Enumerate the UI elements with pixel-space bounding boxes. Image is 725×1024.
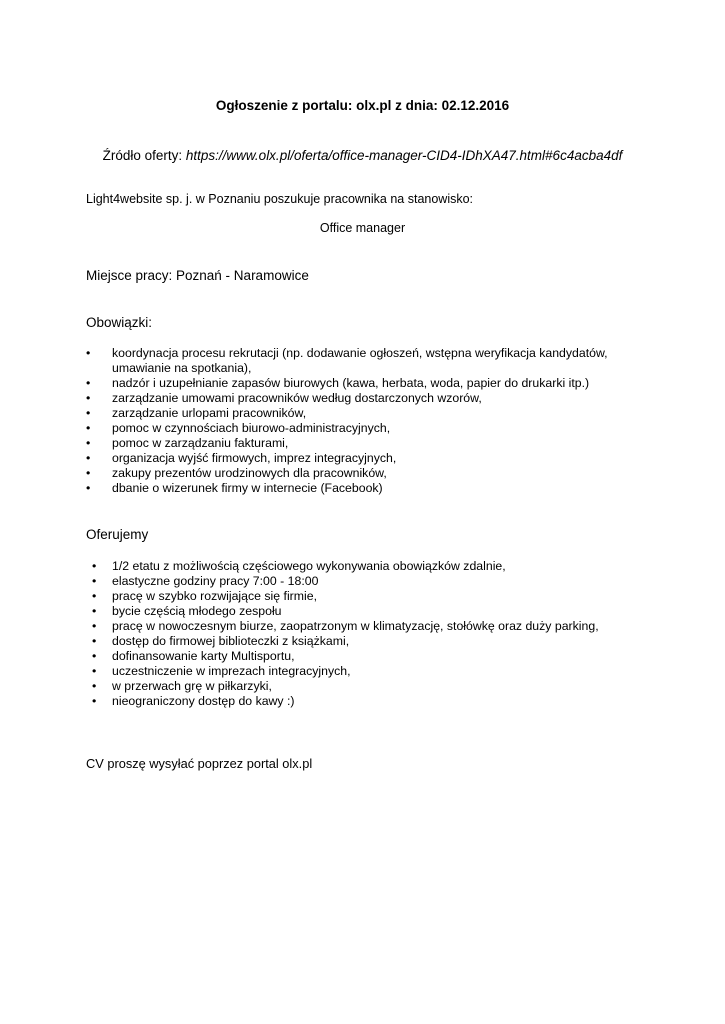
document-title: Ogłoszenie z portalu: olx.pl z dnia: 02.12.2016 <box>215 98 510 113</box>
offers-heading: Oferujemy <box>86 527 149 542</box>
bullet-icon: • <box>86 466 91 480</box>
list-item: • nadzór i uzupełnianie zapasów biurowych (kawa, herbata, woda, papier do drukarki itp.) <box>86 376 590 390</box>
list-item: • elastyczne godziny pracy 7:00 - 18:00 <box>92 574 319 588</box>
list-item: • dbanie o wizerunek firmy w internecie (Facebook) <box>86 481 383 495</box>
list-item: • nieograniczony dostęp do kawy :) <box>92 694 295 708</box>
list-item: • dofinansowanie karty Multisportu, <box>92 649 295 663</box>
intro-text: Light4website sp. j. w Poznaniu poszukuje pracownika na stanowisko: <box>86 192 474 206</box>
bullet-icon: • <box>92 574 97 588</box>
position-title: Office manager <box>319 221 406 235</box>
bullet-icon: • <box>92 634 97 648</box>
list-item: • w przerwach grę w piłkarzyki, <box>92 679 272 693</box>
list-item: • pracę w nowoczesnym biurze, zaopatrzonym w klimatyzację, stołówkę oraz duży parking, <box>92 619 599 633</box>
bullet-icon: • <box>92 694 97 708</box>
list-item: • pomoc w czynnościach biurowo-administracyjnych, <box>86 421 391 435</box>
bullet-icon: • <box>86 376 91 390</box>
list-item: • koordynacja procesu rekrutacji (np. dodawanie ogłoszeń, wstępna weryfikacja kandydatów, umawianie na spotkania), <box>86 346 608 375</box>
bullet-icon: • <box>92 679 97 693</box>
list-item: • pomoc w zarządzaniu fakturami, <box>86 436 289 450</box>
bullet-icon: • <box>86 346 91 360</box>
bullet-icon: • <box>92 604 97 618</box>
bullet-icon: • <box>86 421 91 435</box>
bullet-icon: • <box>86 406 91 420</box>
offer-source <box>0 148 725 163</box>
list-item: • 1/2 etatu z możliwością częściowego wykonywania obowiązków zdalnie, <box>92 559 506 573</box>
duties-heading: Obowiązki: <box>86 315 153 330</box>
list-item: • bycie częścią młodego zespołu <box>92 604 282 618</box>
duties-list <box>86 346 656 496</box>
list-item: • zakupy prezentów urodzinowych dla pracowników, <box>86 466 387 480</box>
list-item: • zarządzanie umowami pracowników według dostarczonych wzorów, <box>86 391 482 405</box>
bullet-icon: • <box>92 559 97 573</box>
list-item: • zarządzanie urlopami pracowników, <box>86 406 307 420</box>
bullet-icon: • <box>86 481 91 495</box>
work-location: Miejsce pracy: Poznań - Naramowice <box>86 268 309 283</box>
bullet-icon: • <box>92 619 97 633</box>
bullet-icon: • <box>92 664 97 678</box>
bullet-icon: • <box>92 649 97 663</box>
list-item: • dostęp do firmowej biblioteczki z książkami, <box>92 634 350 648</box>
bullet-icon: • <box>86 436 91 450</box>
cv-instructions: CV proszę wysyłać poprzez portal olx.pl <box>86 756 313 771</box>
bullet-icon: • <box>92 589 97 603</box>
list-item: • uczestniczenie w imprezach integracyjnych, <box>92 664 351 678</box>
offers-list <box>92 559 652 709</box>
list-item: • organizacja wyjść firmowych, imprez integracyjnych, <box>86 451 397 465</box>
bullet-icon: • <box>86 391 91 405</box>
source-label: Źródło oferty: <box>102 148 186 163</box>
bullet-icon: • <box>86 451 91 465</box>
list-item: • pracę w szybko rozwijające się firmie, <box>92 589 318 603</box>
source-url: https://www.olx.pl/oferta/office-manager-CID4-IDhXA47.html#6c4acba4df <box>185 148 623 163</box>
